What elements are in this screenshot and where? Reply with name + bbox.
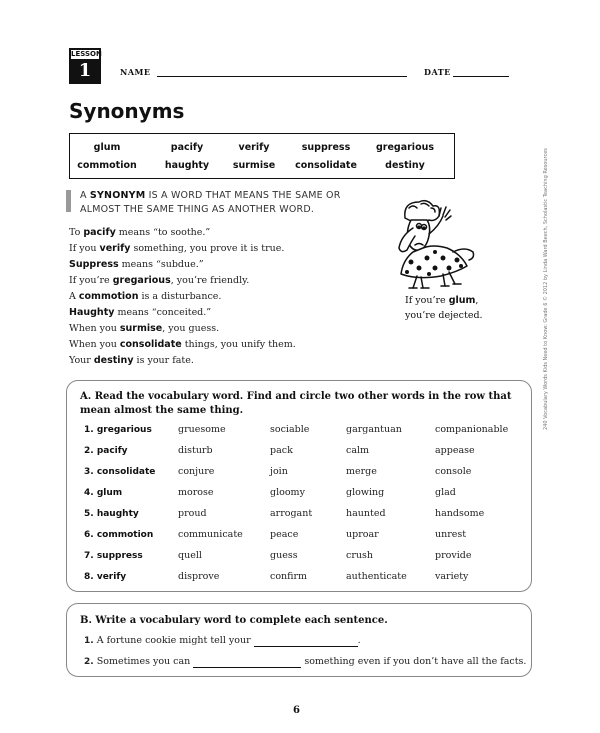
answer-option[interactable]: authenticate (346, 571, 407, 582)
answer-option[interactable]: unrest (435, 529, 467, 540)
word-box-word: haughty (164, 160, 210, 171)
word-box-word: commotion (77, 160, 137, 171)
answer-option[interactable]: crush (346, 550, 373, 561)
exercise-a-instructions: A. Read the vocabulary word. Find and circle two other words in the row that mean almost the same thing. (80, 391, 512, 416)
answer-option[interactable]: glowing (346, 487, 385, 498)
exercise-b-instructions: B. Write a vocabulary word to complete each sentence. (80, 615, 388, 626)
exercise-a-vocab-word: 2. pacify (84, 446, 128, 456)
answer-option[interactable]: confirm (270, 571, 308, 582)
answer-option[interactable]: proud (178, 508, 207, 519)
answer-option[interactable]: sociable (270, 424, 310, 435)
example-sentence: Haughty means “conceited.” (69, 307, 212, 318)
answer-option[interactable]: uproar (346, 529, 379, 540)
word-box-word: pacify (170, 142, 204, 153)
date-label: DATE (424, 67, 451, 77)
exercise-a-vocab-word: 6. commotion (84, 530, 154, 540)
example-sentence: A commotion is a disturbance. (69, 291, 222, 302)
example-sentence: Your destiny is your fate. (69, 355, 194, 366)
answer-blank[interactable] (193, 656, 301, 668)
answer-option[interactable]: handsome (435, 508, 485, 519)
answer-option[interactable]: appease (435, 445, 475, 456)
answer-option[interactable]: join (270, 466, 288, 477)
example-sentence: Suppress means “subdue.” (69, 259, 204, 270)
word-box-word: surmise (232, 160, 276, 171)
date-field[interactable] (453, 76, 509, 77)
answer-option[interactable]: disprove (178, 571, 220, 582)
name-label: NAME (120, 67, 151, 77)
fill-in-sentence: 1. A fortune cookie might tell your . (84, 635, 361, 646)
answer-option[interactable]: haunted (346, 508, 386, 519)
example-sentence: When you surmise, you guess. (69, 323, 220, 334)
exercise-a-vocab-word: 1. gregarious (84, 425, 152, 435)
answer-option[interactable]: merge (346, 466, 377, 477)
answer-option[interactable]: pack (270, 445, 293, 456)
answer-option[interactable]: variety (435, 571, 469, 582)
answer-option[interactable]: provide (435, 550, 472, 561)
word-box-word: gregarious (375, 142, 435, 153)
example-sentence: When you consolidate things, you unify them. (69, 339, 296, 350)
exercise-a-vocab-word: 5. haughty (84, 509, 139, 519)
word-box-word: destiny (385, 160, 425, 171)
answer-option[interactable]: quell (178, 550, 202, 561)
answer-option[interactable]: morose (178, 487, 214, 498)
example-sentence: If you verify something, you prove it is true. (69, 243, 285, 254)
exercise-a-vocab-word: 8. verify (84, 572, 127, 582)
answer-option[interactable]: guess (270, 550, 298, 561)
answer-option[interactable]: glad (435, 487, 456, 498)
definition-text: A SYNONYM IS A WORD THAT MEANS THE SAME OR ALMOST THE SAME THING AS ANOTHER WORD. (80, 190, 341, 215)
answer-option[interactable]: gargantuan (346, 424, 402, 435)
exercise-a-vocab-word: 7. suppress (84, 551, 143, 561)
illustration-caption: If you’re glum, you’re dejected. (405, 295, 483, 321)
definition-keyword: SYNONYM (89, 190, 146, 201)
answer-option[interactable]: console (435, 466, 472, 477)
answer-option[interactable]: communicate (178, 529, 243, 540)
answer-blank[interactable] (254, 635, 358, 647)
exercise-a-vocab-word: 3. consolidate (84, 467, 156, 477)
copyright-note: 240 Vocabulary Words Kids Need to Know: Grade 6 © 2012 by Linda Ward Beech, Scholastic Teaching Resources (543, 148, 549, 430)
glum-character-illustration (383, 196, 485, 290)
page-number: 6 (293, 705, 300, 716)
answer-option[interactable]: arrogant (270, 508, 313, 519)
exercise-a-vocab-word: 4. glum (84, 488, 123, 498)
answer-option[interactable]: companionable (435, 424, 509, 435)
page-title: Synonyms (69, 99, 185, 123)
word-box-word: suppress (301, 142, 351, 153)
lesson-label: LESSON (71, 50, 102, 58)
word-box-word: verify (238, 142, 270, 153)
answer-option[interactable]: conjure (178, 466, 215, 477)
answer-option[interactable]: calm (346, 445, 370, 456)
word-box-word: glum (93, 142, 121, 153)
word-box (69, 133, 455, 179)
example-sentence: If you’re gregarious, you’re friendly. (69, 275, 250, 286)
word-box-word: consolidate (295, 160, 357, 171)
answer-option[interactable]: peace (270, 529, 299, 540)
definition-bar (66, 190, 71, 212)
name-field[interactable] (157, 76, 407, 77)
lesson-number: 1 (78, 60, 92, 81)
answer-option[interactable]: gloomy (270, 487, 305, 498)
answer-option[interactable]: gruesome (178, 424, 226, 435)
example-sentence: To pacify means “to soothe.” (69, 227, 211, 238)
lesson-badge (69, 48, 101, 84)
answer-option[interactable]: disturb (178, 445, 213, 456)
fill-in-sentence: 2. Sometimes you can something even if you don’t have all the facts. (84, 656, 527, 667)
